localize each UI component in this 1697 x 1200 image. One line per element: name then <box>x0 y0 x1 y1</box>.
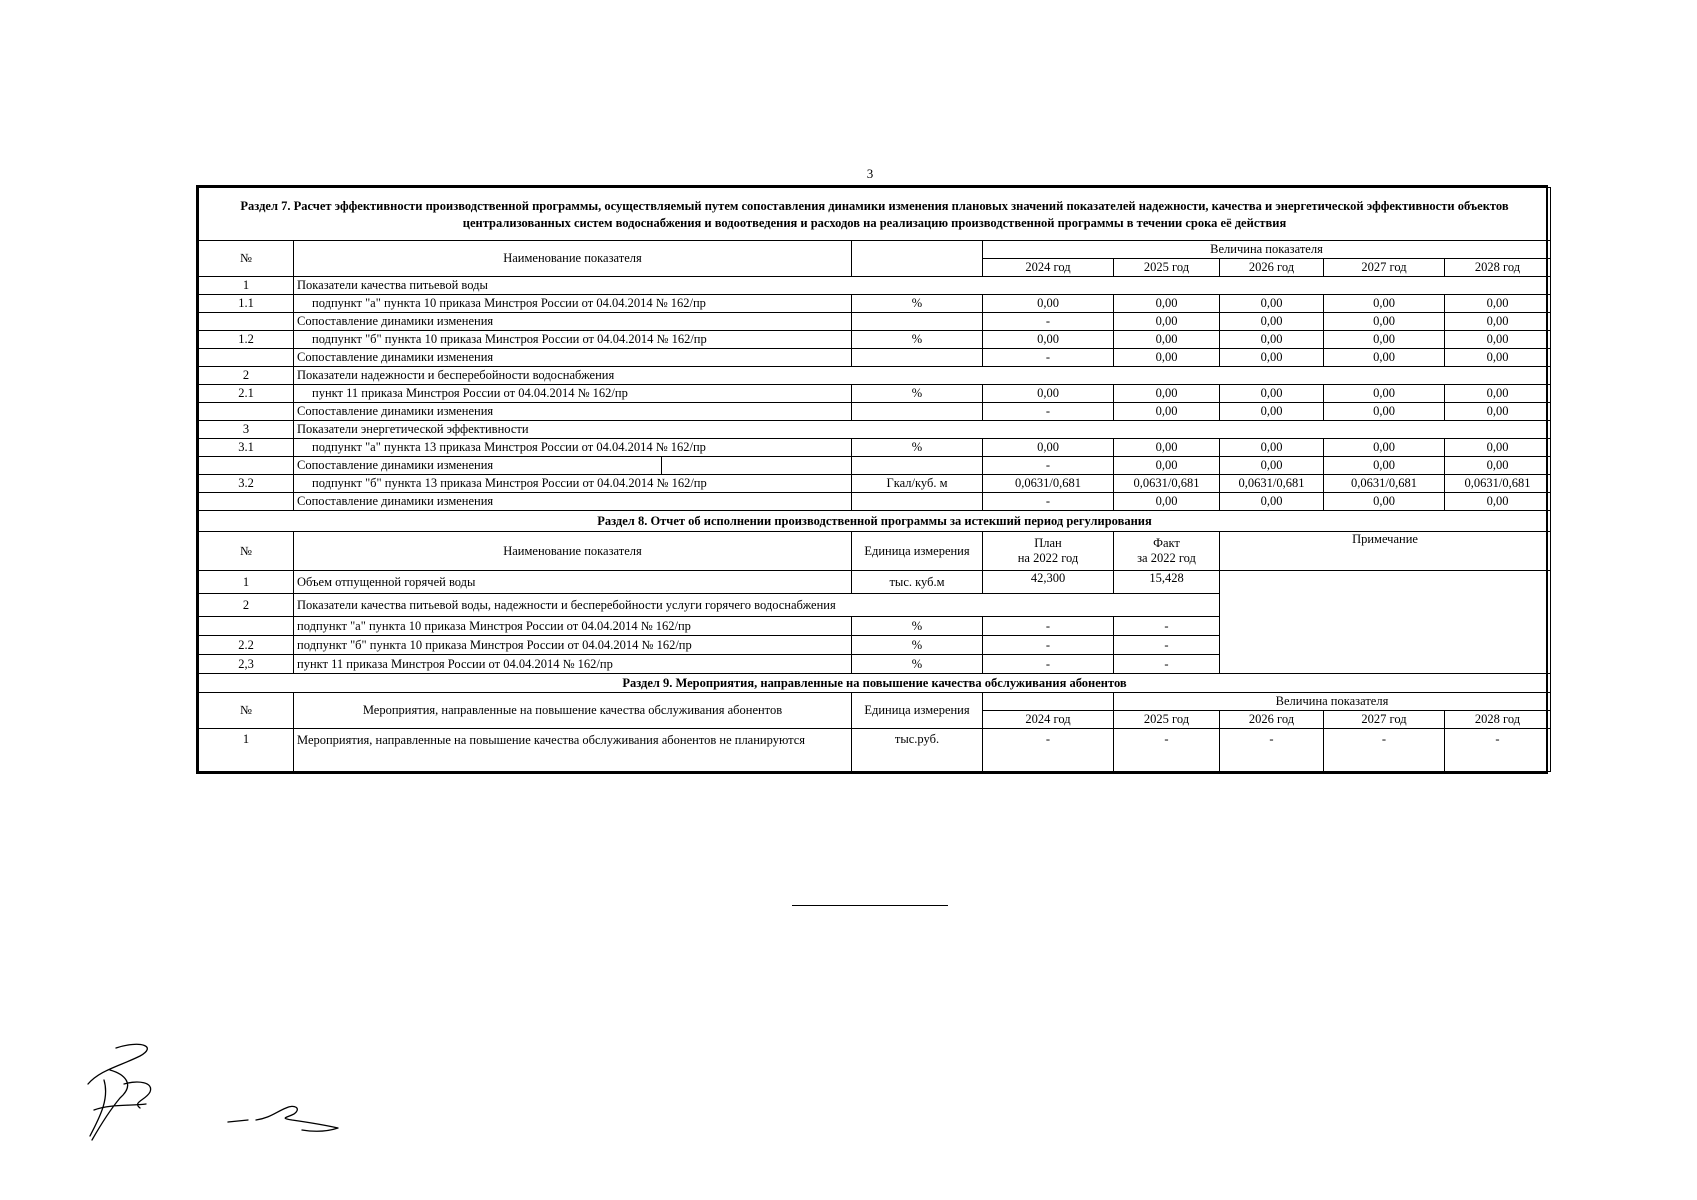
header-fact-line2: за 2022 год <box>1137 551 1196 565</box>
row-num: 1 <box>199 571 294 594</box>
row-unit: % <box>852 385 983 403</box>
row-plan: - <box>983 636 1114 655</box>
row-num: 2 <box>199 594 294 617</box>
row-value: 0,00 <box>1324 493 1445 511</box>
row-unit <box>852 313 983 331</box>
row-value: 0,00 <box>1445 403 1551 421</box>
table-row <box>199 349 1551 367</box>
row-num: 1 <box>199 277 294 295</box>
section9-title: Раздел 9. Мероприятия, направленные на повышение качества обслуживания абонентов <box>199 674 1551 693</box>
row-num: 1.1 <box>199 295 294 313</box>
row-num <box>199 313 294 331</box>
row-value: 0,00 <box>1114 457 1220 475</box>
row-value: 0,0631/0,681 <box>1220 475 1324 493</box>
row-unit: % <box>852 331 983 349</box>
row-num <box>199 493 294 511</box>
row-value: 0,00 <box>1114 439 1220 457</box>
row-num <box>199 403 294 421</box>
row-num: 3 <box>199 421 294 439</box>
row-value: 0,00 <box>1220 313 1324 331</box>
row-value: 0,0631/0,681 <box>1114 475 1220 493</box>
table-row <box>199 493 1551 511</box>
header-value-group: Величина показателя <box>983 241 1551 259</box>
document-table-frame <box>196 185 1548 774</box>
row-value: 0,00 <box>1445 493 1551 511</box>
empty-cell <box>1445 277 1551 295</box>
row-value: 0,00 <box>1445 457 1551 475</box>
header-fact <box>1114 532 1220 571</box>
table-row <box>199 421 1551 439</box>
production-program-table <box>198 187 1551 772</box>
row-value: - <box>983 313 1114 331</box>
row-value: 0,00 <box>1445 385 1551 403</box>
row-value: 0,00 <box>1220 439 1324 457</box>
table-row <box>199 295 1551 313</box>
row-unit <box>852 493 983 511</box>
row-value: 0,00 <box>1324 295 1445 313</box>
row-value: 0,00 <box>1445 295 1551 313</box>
row-value: - <box>983 493 1114 511</box>
row-value: 0,00 <box>1220 331 1324 349</box>
row-name: подпункт "а" пункта 10 приказа Минстроя России от 04.04.2014 № 162/пр <box>294 295 852 313</box>
row-num: 1 <box>199 729 294 772</box>
header-plan <box>983 532 1114 571</box>
row-value: 0,00 <box>1114 385 1220 403</box>
row-value: 0,00 <box>1445 439 1551 457</box>
header-plan-line2: на 2022 год <box>1017 551 1079 565</box>
row-value: 0,00 <box>1324 439 1445 457</box>
header-year-2025: 2025 год <box>1114 259 1220 277</box>
header-fact-line1: Факт <box>1153 536 1180 550</box>
row-value: 0,00 <box>1220 349 1324 367</box>
row-num: 3.1 <box>199 439 294 457</box>
table-row <box>199 571 1551 594</box>
row-value: 0,00 <box>983 331 1114 349</box>
empty-cell <box>662 457 852 475</box>
row-unit <box>852 403 983 421</box>
header-year-2026: 2026 год <box>1220 711 1324 729</box>
row-plan: 42,300 <box>983 571 1114 594</box>
empty-cell <box>1445 421 1551 439</box>
group-name: Показатели качества питьевой воды <box>294 277 1445 295</box>
header-plan-line1: План <box>1034 536 1062 550</box>
header-unit: Единица измерения <box>852 532 983 571</box>
table-row <box>199 403 1551 421</box>
row-num: 2 <box>199 367 294 385</box>
table-row <box>199 385 1551 403</box>
table-row <box>199 277 1551 295</box>
header-num: № <box>199 693 294 729</box>
row-num: 3.2 <box>199 475 294 493</box>
header-unit-empty <box>852 241 983 277</box>
row-value: 0,00 <box>983 295 1114 313</box>
section9-title-row <box>199 674 1551 693</box>
row-num <box>199 457 294 475</box>
section8-title: Раздел 8. Отчет об исполнении производственной программы за истекший период регулирования <box>199 511 1551 532</box>
header-num: № <box>199 241 294 277</box>
row-fact: - <box>1114 655 1220 674</box>
handwritten-signature <box>80 1040 380 1150</box>
header-name: Наименование показателя <box>294 532 852 571</box>
row-unit: Гкал/куб. м <box>852 475 983 493</box>
header-year-2026: 2026 год <box>1220 259 1324 277</box>
row-name: подпункт "а" пункта 13 приказа Минстроя России от 04.04.2014 № 162/пр <box>294 439 852 457</box>
row-value: 0,00 <box>1220 295 1324 313</box>
row-value: - <box>983 403 1114 421</box>
section7-header-row-1 <box>199 241 1551 259</box>
row-num <box>199 617 294 636</box>
row-unit <box>852 349 983 367</box>
header-year-2027: 2027 год <box>1324 259 1445 277</box>
group-name: Показатели энергетической эффективности <box>294 421 1445 439</box>
row-value: - <box>1114 729 1220 772</box>
row-unit: % <box>852 636 983 655</box>
row-value: 0,00 <box>1324 403 1445 421</box>
row-unit: % <box>852 655 983 674</box>
group-name: Показатели надежности и бесперебойности водоснабжения <box>294 367 1445 385</box>
row-unit: % <box>852 295 983 313</box>
section9-header-row-1 <box>199 693 1551 711</box>
row-value: - <box>1445 729 1551 772</box>
row-value: 0,00 <box>1445 349 1551 367</box>
row-unit <box>852 457 983 475</box>
row-value: 0,00 <box>1324 331 1445 349</box>
row-name: подпункт "а" пункта 10 приказа Минстроя России от 04.04.2014 № 162/пр <box>294 617 852 636</box>
header-name: Мероприятия, направленные на повышение качества обслуживания абонентов <box>294 693 852 729</box>
header-year-2024: 2024 год <box>983 711 1114 729</box>
header-year-2028: 2028 год <box>1445 711 1551 729</box>
row-name: Сопоставление динамики изменения <box>294 493 852 511</box>
row-fact: - <box>1114 636 1220 655</box>
row-value: 0,00 <box>983 439 1114 457</box>
table-row <box>199 439 1551 457</box>
row-fact: 15,428 <box>1114 571 1220 594</box>
row-value: 0,00 <box>1220 493 1324 511</box>
row-unit: тыс.руб. <box>852 729 983 772</box>
note-cell <box>1220 571 1551 674</box>
table-row <box>199 475 1551 493</box>
row-value: 0,0631/0,681 <box>1324 475 1445 493</box>
row-value: 0,00 <box>1114 295 1220 313</box>
header-year-2024: 2024 год <box>983 259 1114 277</box>
row-value: 0,00 <box>1114 403 1220 421</box>
row-name: пункт 11 приказа Минстроя России от 04.04.2014 № 162/пр <box>294 655 852 674</box>
row-value: 0,00 <box>1114 313 1220 331</box>
header-name: Наименование показателя <box>294 241 852 277</box>
row-num <box>199 349 294 367</box>
row-value: 0,00 <box>1445 331 1551 349</box>
row-name: подпункт "б" пункта 10 приказа Минстроя России от 04.04.2014 № 162/пр <box>294 331 852 349</box>
row-name: Сопоставление динамики изменения <box>294 403 852 421</box>
section7-title-row <box>199 188 1551 241</box>
row-value: 0,00 <box>1114 349 1220 367</box>
header-unit: Единица измерения <box>852 693 983 729</box>
row-name: Сопоставление динамики изменения <box>294 457 662 475</box>
row-unit: % <box>852 617 983 636</box>
table-row <box>199 331 1551 349</box>
row-value: 0,0631/0,681 <box>1445 475 1551 493</box>
row-name: Сопоставление динамики изменения <box>294 313 852 331</box>
row-value: - <box>983 729 1114 772</box>
header-year-2028: 2028 год <box>1445 259 1551 277</box>
section8-title-row <box>199 511 1551 532</box>
row-fact: - <box>1114 617 1220 636</box>
group-name: Показатели качества питьевой воды, надежности и бесперебойности услуги горячего водоснабжения <box>294 594 1220 617</box>
row-value: 0,00 <box>1445 313 1551 331</box>
row-value: 0,00 <box>1324 385 1445 403</box>
row-num: 1.2 <box>199 331 294 349</box>
row-name: подпункт "б" пункта 13 приказа Минстроя России от 04.04.2014 № 162/пр <box>294 475 852 493</box>
row-value: - <box>983 349 1114 367</box>
row-unit: % <box>852 439 983 457</box>
row-unit: тыс. куб.м <box>852 571 983 594</box>
row-value: 0,00 <box>1324 457 1445 475</box>
row-value: 0,00 <box>1220 385 1324 403</box>
row-name: Мероприятия, направленные на повышение качества обслуживания абонентов не планируются <box>294 729 852 772</box>
row-name: пункт 11 приказа Минстроя России от 04.04.2014 № 162/пр <box>294 385 852 403</box>
header-num: № <box>199 532 294 571</box>
row-value: 0,00 <box>1114 493 1220 511</box>
header-note: Примечание <box>1220 532 1551 571</box>
row-plan: - <box>983 655 1114 674</box>
row-value: 0,0631/0,681 <box>983 475 1114 493</box>
empty-cell <box>1445 367 1551 385</box>
row-value: - <box>1324 729 1445 772</box>
table-row <box>199 729 1551 772</box>
row-name: Сопоставление динамики изменения <box>294 349 852 367</box>
footer-divider <box>792 905 948 906</box>
row-name: подпункт "б" пункта 10 приказа Минстроя России от 04.04.2014 № 162/пр <box>294 636 852 655</box>
row-value: 0,00 <box>1220 403 1324 421</box>
table-row <box>199 457 1551 475</box>
row-value: 0,00 <box>1114 331 1220 349</box>
row-num: 2,3 <box>199 655 294 674</box>
row-value: 0,00 <box>1324 313 1445 331</box>
row-num: 2.1 <box>199 385 294 403</box>
header-year-2025: 2025 год <box>1114 711 1220 729</box>
row-num: 2.2 <box>199 636 294 655</box>
row-value: - <box>983 457 1114 475</box>
header-year-2027: 2027 год <box>1324 711 1445 729</box>
table-row <box>199 313 1551 331</box>
section8-header-row <box>199 532 1551 571</box>
row-name: Объем отпущенной горячей воды <box>294 571 852 594</box>
page-number: 3 <box>866 166 874 181</box>
section7-title: Раздел 7. Расчет эффективности производственной программы, осуществляемый путем сопоставления динамики изменения плановых значений показателей надежности, качества и энергетической эффективности объектов централизованных систем водоснабжения и водоотведения и расходов на реализацию производственной программы в течении срока её действия <box>199 188 1551 241</box>
row-value: - <box>1220 729 1324 772</box>
row-value: 0,00 <box>983 385 1114 403</box>
row-plan: - <box>983 617 1114 636</box>
table-row <box>199 367 1551 385</box>
header-value-group: Величина показателя <box>1114 693 1551 711</box>
empty-cell <box>983 693 1114 711</box>
row-value: 0,00 <box>1220 457 1324 475</box>
row-value: 0,00 <box>1324 349 1445 367</box>
